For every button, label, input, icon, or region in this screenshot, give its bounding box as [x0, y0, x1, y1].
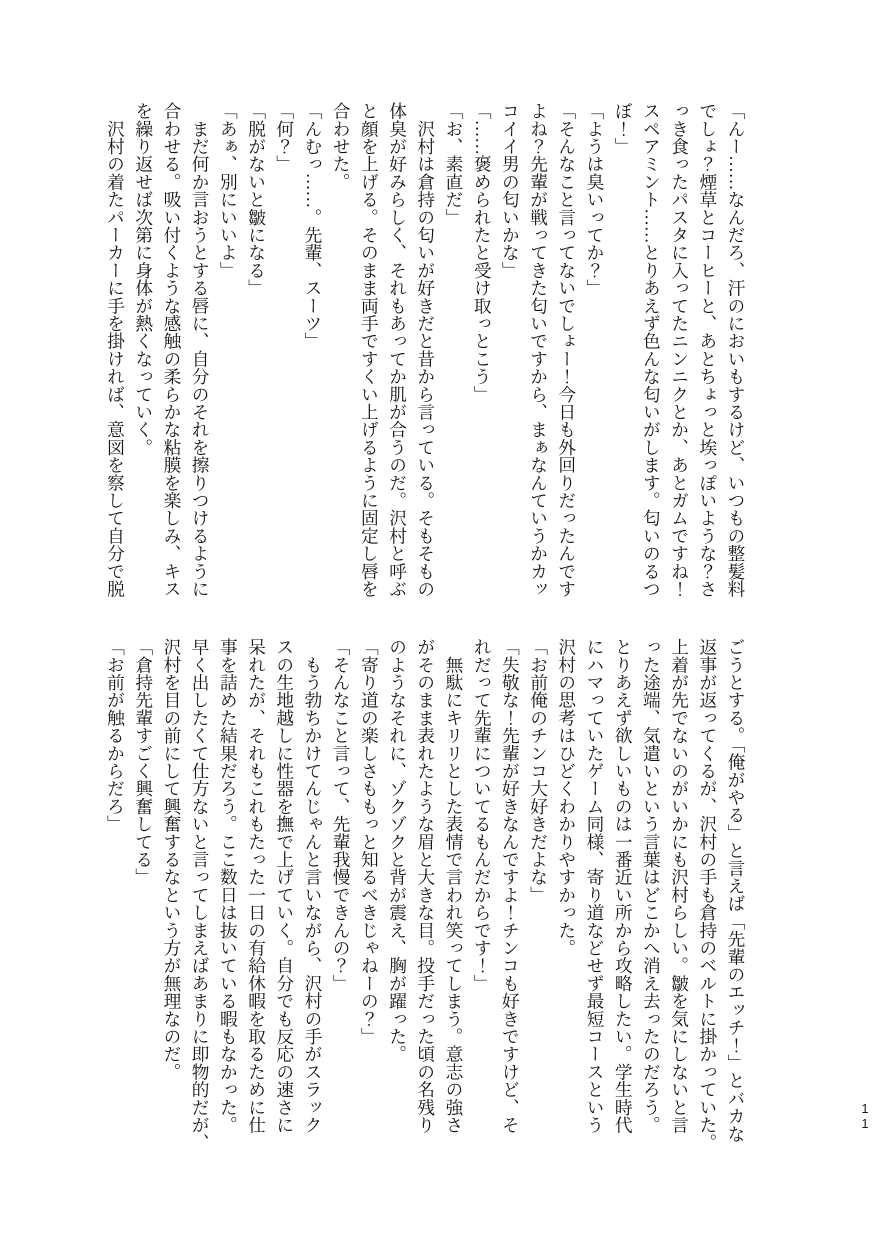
text-line: スの生地越しに性器を撫で上げていく。自分でも反応の速さに: [274, 638, 295, 1134]
text-line: コイイ男の匂いかな」: [500, 102, 521, 279]
text-line: もう勃ちかけてんじゃんと言いながら、沢村の手がスラック: [302, 638, 323, 1134]
text-line: 「お、素直だ」: [443, 102, 464, 226]
text-line: がそのまま表れたような眉と大きな目。投手だった頃の名残り: [415, 638, 436, 1134]
text-line: 「ようは臭いってか？」: [584, 102, 605, 297]
text-line: 沢村の着たパーカーに手を掛ければ、意図を察して自分で脱: [105, 102, 126, 598]
text-line: 合わせた。: [331, 102, 352, 191]
text-line: 体臭が好みらしく、それもあってか肌が合うのだ。沢村と呼ぶ: [387, 102, 408, 598]
text-line: 沢村の思考はひどくわかりやすかった。: [556, 638, 577, 957]
text-line: と顔を上げる。そのまま両手ですくい上げるように固定し唇を: [359, 102, 380, 598]
text-line: のようなそれに、ゾクゾクと背が震え、胸が躍った。: [387, 638, 408, 1063]
text-line: れだって先輩についてるもんだからです！」: [472, 638, 493, 992]
text-line: 無駄にキリリとした表情で言われ笑ってしまう。意志の強さ: [443, 638, 464, 1134]
text-line: ごうとする。「俺がやる」と言えば「先輩のエッチ！」とバカな: [726, 638, 746, 1143]
text-line: 沢村を目の前にして興奮するなという方が無理なのだ。: [161, 638, 182, 1081]
text-line: 「倉持先輩すごく興奮してる」: [133, 638, 154, 886]
text-line: 上着が先でないのがいかにも沢村らしい。皺を気にしないと言: [669, 638, 690, 1134]
text-line: 事を詰めた結果だろう。ここ数日は抜いている暇もなかった。: [218, 638, 239, 1134]
text-line: 早く出したくて仕方ないと言ってしまえばあまりに即物的だが、: [190, 638, 211, 1152]
text-block-bottom: [101, 638, 750, 1151]
text-line: でしょ？煙草とコーヒーと、あとちょっと埃っぽいような？さ: [697, 102, 718, 598]
text-line: 「脱がないと皺になる」: [246, 102, 267, 297]
text-line: 「そんなこと言ってないでしょー！今日も外回りだったんです: [556, 102, 577, 598]
text-line: よね？先輩が戦ってきた匂いですから、まぁなんていうかカッ: [528, 102, 549, 598]
text-line: まだ何か言おうとする唇に、自分のそれを擦りつけるように: [190, 102, 211, 598]
page-number: 11: [858, 1102, 872, 1132]
text-line: 呆れたが、それもこれもたった一日の有給休暇を取るために仕: [246, 638, 267, 1134]
text-line: 返事が返ってくるが、沢村の手も倉持のベルトに掛かっていた。: [697, 638, 718, 1152]
text-line: 「んー……なんだろ、汗のにおいもするけど、いつもの整髪料: [726, 102, 746, 598]
text-line: った途端、気遣いという言葉はどこかへ消え去ったのだろう。: [641, 638, 662, 1134]
text-line: とりあえず欲しいものは一番近い所から攻略したい。学生時代: [613, 638, 634, 1134]
text-line: 「……褒められたと受け取っとこう」: [472, 102, 493, 403]
text-line: を繰り返せば次第に身体が熱くなっていく。: [133, 102, 154, 456]
text-line: スペアミント……とりあえず色んな匂いがします。匂いのるつ: [641, 102, 662, 598]
text-line: 「お前俺のチンコ大好きだよな」: [528, 638, 549, 904]
text-line: 「お前が触るからだろ」: [105, 638, 126, 833]
text-line: っき食ったパスタに入ってたニンニクとか、あとガムですね！: [669, 102, 690, 598]
text-line: 「寄り道の楽しさももっと知るべきじゃねーの？」: [359, 638, 380, 1046]
text-block-top: [101, 102, 750, 598]
text-line: 「失敬な！先輩が好きなんですよ！チンコも好きですけど、そ: [500, 638, 521, 1134]
text-line: 合わせる。吸い付くような感触の柔らかな粘膜を楽しみ、キス: [161, 102, 182, 598]
text-line: 「何？」: [274, 102, 295, 173]
text-line: 「そんなこと言って、先輩我慢できんの？」: [331, 638, 352, 992]
text-line: 沢村は倉持の匂いが好きだと昔から言っている。そもそもの: [415, 102, 436, 598]
text-line: ぼ！」: [613, 102, 634, 156]
text-line: にハマっていたゲーム同様、寄り道などせず最短コースという: [584, 638, 605, 1134]
text-line: 「あぁ、別にいいよ」: [218, 102, 239, 279]
text-line: 「んむっ……。先輩、スーツ」: [302, 102, 323, 350]
